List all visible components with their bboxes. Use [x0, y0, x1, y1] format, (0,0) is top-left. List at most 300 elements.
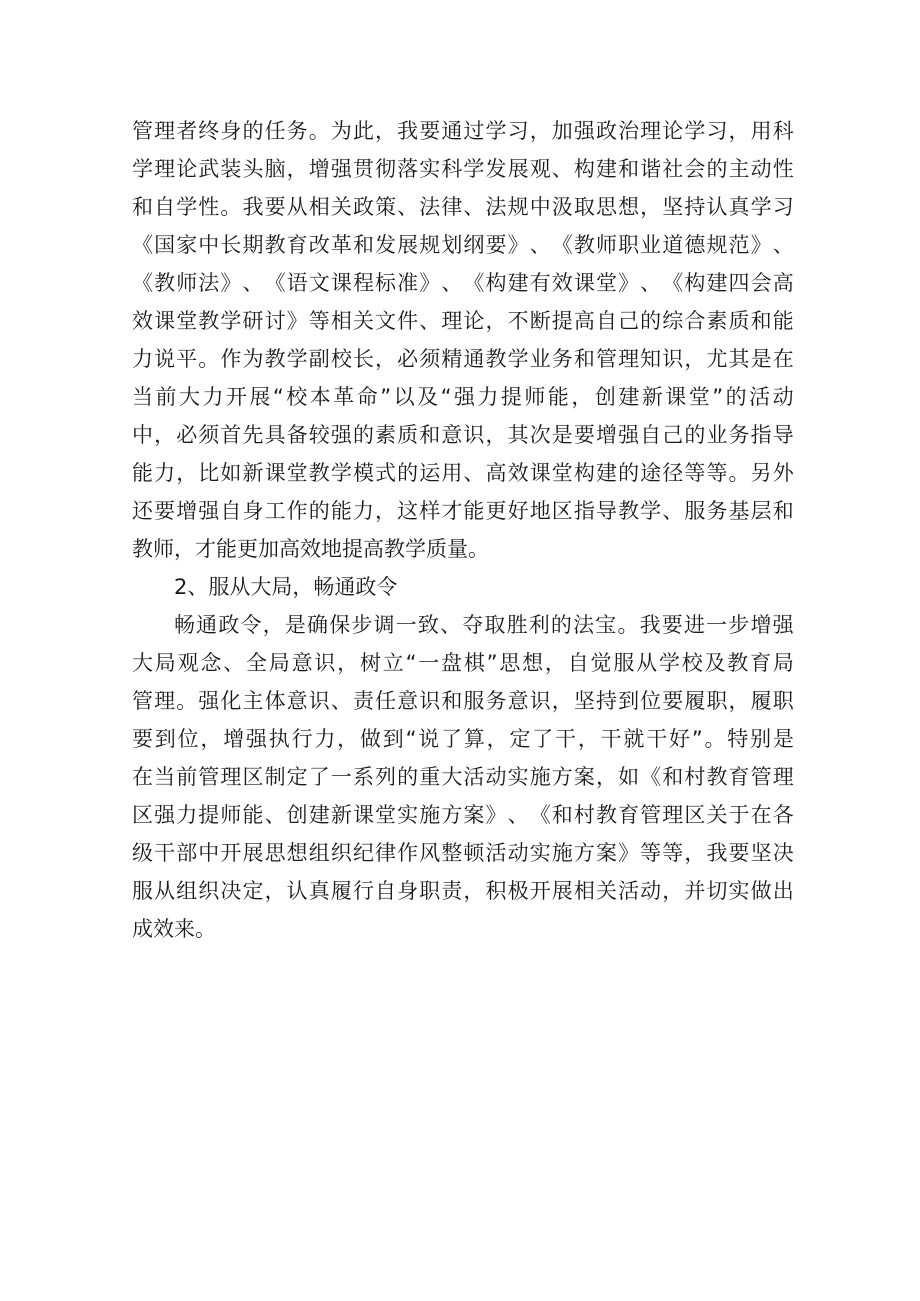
text-char: 到: [154, 727, 176, 751]
text-char: 各: [772, 803, 794, 827]
text-char: 履: [750, 689, 772, 713]
text-char: 科: [772, 119, 794, 143]
text-char: 身: [397, 879, 419, 903]
text-char: 发: [485, 157, 507, 181]
text-line: [132, 112, 794, 150]
text-char: 职: [419, 879, 441, 903]
text-char: 教: [198, 309, 220, 333]
text-char: 取: [573, 195, 595, 219]
text-char: 《: [132, 233, 153, 257]
text-char: 制: [264, 765, 286, 789]
text-char: 认: [286, 879, 308, 903]
text-char: 力: [154, 461, 176, 485]
text-char: 效: [132, 309, 153, 333]
text-char: 地: [529, 499, 551, 523]
text-char: 能: [330, 499, 352, 523]
text-char: 和: [551, 803, 573, 827]
text-char: 管: [132, 689, 153, 713]
text-char: 为: [242, 347, 264, 371]
text-char: 风: [419, 841, 441, 865]
text-char: 武: [198, 157, 220, 181]
text-char: 先: [242, 423, 264, 447]
text-char: 区: [684, 803, 706, 827]
text-char: 有: [529, 271, 551, 295]
text-char: 一: [330, 765, 352, 789]
text-char: 管: [132, 119, 153, 143]
text-char: 步: [351, 613, 373, 637]
text-char: 觉: [590, 651, 612, 675]
text-char: 干: [600, 727, 622, 751]
text-char: 强: [154, 803, 176, 827]
text-char: 系: [352, 765, 374, 789]
text-char: 步: [728, 613, 750, 637]
text-char: 备: [286, 423, 308, 447]
text-char: 、: [440, 613, 462, 637]
text-char: 并: [684, 879, 706, 903]
text-char: 级: [132, 841, 153, 865]
text-char: 标: [375, 271, 397, 295]
text-line: [132, 378, 794, 416]
text-char: 中: [529, 195, 551, 219]
text-char: 谐: [640, 157, 662, 181]
text-char: 等: [308, 309, 330, 333]
text-char: 相: [330, 309, 352, 333]
text-char: 增: [176, 499, 198, 523]
text-char: 政: [595, 119, 617, 143]
text-char: 堂: [286, 461, 308, 485]
text-char: 极: [507, 879, 529, 903]
text-char: 发: [375, 233, 397, 257]
text-char: 施: [551, 841, 573, 865]
text-char: 位: [640, 689, 662, 713]
text-char: 力: [132, 347, 153, 371]
text-char: 另: [750, 461, 772, 485]
text-char: 念: [200, 651, 222, 675]
text-line: [132, 188, 794, 226]
text-char: 提: [551, 309, 573, 333]
text-char: 展: [397, 233, 419, 257]
text-char: 通: [196, 613, 218, 637]
text-char: 自: [640, 423, 662, 447]
text-char: 知: [640, 347, 662, 371]
text-char: 建: [618, 385, 640, 409]
text-char: 策: [375, 195, 397, 219]
text-line: [132, 264, 794, 302]
text-char: 教: [308, 461, 330, 485]
text-char: 出: [772, 879, 794, 903]
text-char: 效: [507, 461, 529, 485]
text-line: [132, 416, 794, 454]
text-char: 理: [441, 309, 463, 333]
text-char: 、: [640, 271, 662, 295]
text-char: 学: [463, 157, 485, 181]
text-char: ，: [485, 309, 507, 333]
text-char: 习: [507, 119, 529, 143]
text-char: 我: [242, 195, 264, 219]
text-char: 精: [441, 347, 463, 371]
text-char: 律: [441, 195, 463, 219]
text-char: 好: [507, 499, 529, 523]
text-char: 部: [176, 841, 198, 865]
text-char: 的: [397, 461, 419, 485]
text-char: 力: [314, 727, 336, 751]
text-char: 管: [750, 765, 772, 789]
text-char: 、: [397, 195, 419, 219]
text-char: 的: [308, 499, 330, 523]
text-char: 作: [286, 499, 308, 523]
text-char: 在: [132, 765, 153, 789]
text-char: 强: [198, 499, 220, 523]
text-char: 《: [640, 765, 662, 789]
text-char: 展: [507, 157, 529, 181]
text-char: 当: [132, 385, 153, 409]
text-char: 动: [507, 841, 529, 865]
text-char: 强: [330, 423, 352, 447]
text-char: 责: [352, 689, 374, 713]
text-char: 终: [198, 119, 220, 143]
text-char: 从: [636, 651, 658, 675]
text-char: 这: [397, 499, 419, 523]
text-char: 《: [529, 803, 551, 827]
text-char: 能: [463, 499, 485, 523]
text-char: 是: [284, 613, 306, 637]
text-char: 区: [242, 765, 264, 789]
text-char: 相: [308, 195, 330, 219]
text-char: 落: [397, 157, 419, 181]
text-char: 革: [333, 385, 355, 409]
text-char: 案: [463, 803, 485, 827]
text-char: 》: [618, 271, 640, 295]
section-heading: 2、服从大局，畅通政令: [174, 575, 398, 599]
text-char: 校: [681, 651, 703, 675]
text-char: 课: [264, 461, 286, 485]
text-char: 。: [704, 727, 726, 751]
text-char: 用: [441, 461, 463, 485]
text-char: 利: [528, 613, 550, 637]
text-char: 学: [286, 347, 308, 371]
text-char: 、: [441, 271, 463, 295]
text-char: 执: [268, 727, 290, 751]
text-char: ”: [691, 727, 703, 751]
text-char: 务: [286, 119, 308, 143]
text-char: 识: [314, 651, 336, 675]
text-char: 纲: [463, 233, 485, 257]
text-char: 令: [240, 613, 262, 637]
text-line: 教师，才能更加高效地提高教学质量。: [132, 537, 489, 561]
text-char: 服: [463, 689, 485, 713]
text-char: 局: [772, 651, 794, 675]
text-char: 强: [245, 727, 267, 751]
text-char: 。: [198, 347, 220, 371]
text-char: 课: [352, 803, 374, 827]
text-char: 致: [417, 613, 439, 637]
text-char: 过: [463, 119, 485, 143]
text-line: [132, 340, 794, 378]
text-char: 构: [485, 271, 507, 295]
text-char: 须: [198, 423, 220, 447]
text-char: 素: [375, 423, 397, 447]
text-char: 德: [684, 233, 706, 257]
text-char: 须: [419, 347, 441, 371]
text-char: ，: [640, 195, 662, 219]
text-char: 一: [418, 651, 440, 675]
text-char: 、: [529, 233, 551, 257]
text-char: 合: [684, 309, 706, 333]
text-char: 案: [573, 765, 595, 789]
text-char: 其: [728, 347, 750, 371]
text-char: 理: [154, 119, 176, 143]
text-char: 、: [223, 651, 245, 675]
text-char: 好: [669, 727, 691, 751]
text-char: 动: [485, 765, 507, 789]
text-char: 研: [242, 309, 264, 333]
text-char: 学: [684, 119, 706, 143]
text-char: 到: [618, 689, 640, 713]
text-char: 坚: [750, 841, 772, 865]
text-char: 中: [132, 423, 153, 447]
text-char: “: [405, 727, 417, 751]
text-char: 法: [419, 195, 441, 219]
text-char: 堂: [595, 271, 617, 295]
text-char: 理: [154, 689, 176, 713]
text-char: 说: [154, 347, 176, 371]
text-char: 《: [132, 271, 153, 295]
paragraph-1: [132, 112, 794, 568]
text-char: 论: [463, 309, 485, 333]
text-char: 国: [154, 233, 176, 257]
text-char: 强: [198, 689, 220, 713]
text-char: 性: [198, 195, 220, 219]
text-char: 革: [330, 233, 352, 257]
text-char: 校: [286, 385, 308, 409]
text-char: 脑: [264, 157, 286, 181]
text-char: 长: [352, 347, 374, 371]
text-char: 和: [352, 233, 374, 257]
text-char: 校: [330, 347, 352, 371]
text-char: 汲: [551, 195, 573, 219]
text-char: 堂: [551, 461, 573, 485]
text-char: 切: [706, 879, 728, 903]
text-char: ”: [712, 385, 724, 409]
text-char: 实: [507, 765, 529, 789]
text-char: 命: [356, 385, 378, 409]
text-char: 学: [330, 461, 352, 485]
paragraph-2: [132, 606, 794, 948]
text-char: 头: [242, 157, 264, 181]
text-char: 积: [485, 879, 507, 903]
text-char: 教: [706, 765, 728, 789]
text-char: 增: [223, 727, 245, 751]
text-char: ，: [728, 689, 750, 713]
text-char: 道: [662, 233, 684, 257]
text-char: 规: [507, 195, 529, 219]
text-char: 。: [308, 119, 330, 143]
text-char: 务: [485, 689, 507, 713]
text-char: 会: [750, 271, 772, 295]
text-char: 、: [419, 309, 441, 333]
text-char: 构: [573, 461, 595, 485]
text-char: 和: [132, 195, 153, 219]
text-char: 在: [772, 347, 794, 371]
text-char: 必: [176, 423, 198, 447]
text-char: 识: [662, 347, 684, 371]
text-char: 相: [573, 879, 595, 903]
text-char: 比: [198, 461, 220, 485]
text-char: 尤: [706, 347, 728, 371]
document-page: [132, 112, 794, 948]
text-char: 家: [176, 233, 198, 257]
text-char: 育: [286, 233, 308, 257]
text-char: 活: [749, 385, 771, 409]
text-char: 到: [382, 727, 404, 751]
text-char: 观: [177, 651, 199, 675]
text-char: 业: [529, 347, 551, 371]
text-char: 论: [176, 157, 198, 181]
text-char: 方: [551, 765, 573, 789]
text-line: [132, 796, 794, 834]
text-char: 创: [286, 803, 308, 827]
text-char: ，: [486, 727, 508, 751]
text-char: 更: [485, 499, 507, 523]
text-char: 要: [264, 195, 286, 219]
text-char: 创: [594, 385, 616, 409]
text-char: 期: [242, 233, 264, 257]
text-char: 强: [618, 423, 640, 447]
text-char: 建: [308, 803, 330, 827]
text-char: ，: [529, 119, 551, 143]
text-char: 通: [463, 347, 485, 371]
text-char: 业: [640, 233, 662, 257]
text-char: 要: [132, 727, 153, 751]
text-char: 。: [176, 689, 198, 713]
text-char: 政: [352, 195, 374, 219]
text-char: 实: [397, 803, 419, 827]
text-char: 学: [220, 309, 242, 333]
text-char: 。: [728, 461, 750, 485]
text-char: 综: [662, 309, 684, 333]
text-char: 说: [418, 727, 440, 751]
text-char: 我: [706, 841, 728, 865]
text-char: 育: [618, 803, 640, 827]
text-char: 要: [154, 499, 176, 523]
text-char: 法: [198, 271, 220, 295]
text-char: ，: [286, 157, 308, 181]
text-char: 前: [155, 385, 177, 409]
text-char: ，: [684, 841, 706, 865]
text-line: [132, 606, 794, 644]
text-char: 构: [573, 157, 595, 181]
text-char: 文: [375, 309, 397, 333]
text-char: 畅: [174, 613, 195, 637]
text-line: [132, 758, 794, 796]
text-char: ，: [662, 879, 684, 903]
text-char: 整: [441, 841, 463, 865]
text-char: 准: [397, 271, 419, 295]
text-line: [132, 834, 794, 872]
text-line: [132, 492, 794, 530]
text-char: 件: [397, 309, 419, 333]
text-char: ，: [375, 119, 397, 143]
text-char: 径: [662, 461, 684, 485]
text-char: 意: [507, 689, 529, 713]
text-char: 为: [330, 119, 352, 143]
text-char: 织: [330, 841, 352, 865]
text-char: ，: [571, 385, 593, 409]
text-char: 等: [640, 841, 662, 865]
text-char: 育: [750, 651, 772, 675]
text-char: 确: [307, 613, 329, 637]
text-char: “: [272, 385, 284, 409]
text-char: 教: [595, 803, 617, 827]
text-char: 、: [772, 233, 794, 257]
text-char: 《: [662, 271, 684, 295]
text-char: 副: [308, 347, 330, 371]
text-char: 、: [463, 195, 485, 219]
text-char: 开: [220, 841, 242, 865]
text-char: 主: [242, 689, 264, 713]
text-char: 顿: [463, 841, 485, 865]
text-char: 习: [772, 195, 794, 219]
text-char: ，: [176, 461, 198, 485]
text-char: “: [440, 385, 452, 409]
text-char: 要: [573, 423, 595, 447]
text-char: 师: [176, 271, 198, 295]
text-char: ”: [380, 385, 392, 409]
text-char: ，: [262, 613, 284, 637]
text-char: 关: [595, 879, 617, 903]
text-char: 意: [291, 651, 313, 675]
text-char: 《: [264, 271, 286, 295]
text-char: 还: [132, 499, 153, 523]
text-char: 能: [242, 803, 264, 827]
text-char: 教: [485, 347, 507, 371]
text-char: ，: [337, 651, 359, 675]
text-char: 式: [375, 461, 397, 485]
text-char: 大: [178, 385, 200, 409]
text-char: 四: [728, 271, 750, 295]
text-char: 职: [772, 689, 794, 713]
text-char: 要: [662, 689, 684, 713]
text-char: 了: [308, 765, 330, 789]
text-char: 盘: [441, 651, 463, 675]
text-char: 建: [595, 157, 617, 181]
text-char: 组: [176, 879, 198, 903]
text-char: ，: [728, 119, 750, 143]
text-char: 施: [529, 765, 551, 789]
text-line: [132, 872, 794, 910]
text-char: 干: [555, 727, 577, 751]
text-char: 增: [750, 613, 772, 637]
text-char: 新: [330, 803, 352, 827]
text-char: 教: [618, 499, 640, 523]
text-line: [132, 682, 794, 720]
text-char: 要: [419, 119, 441, 143]
text-char: 《: [463, 271, 485, 295]
text-char: 讨: [264, 309, 286, 333]
text-char: 自: [375, 879, 397, 903]
text-char: 务: [728, 423, 750, 447]
text-char: 学: [485, 119, 507, 143]
text-char: 以: [393, 385, 415, 409]
text-char: 长: [220, 233, 242, 257]
text-char: 位: [177, 727, 199, 751]
text-char: 身: [242, 499, 264, 523]
text-char: 政: [218, 613, 240, 637]
text-char: 用: [750, 119, 772, 143]
text-line: [132, 150, 794, 188]
text-char: 开: [529, 879, 551, 903]
text-char: 课: [154, 309, 176, 333]
